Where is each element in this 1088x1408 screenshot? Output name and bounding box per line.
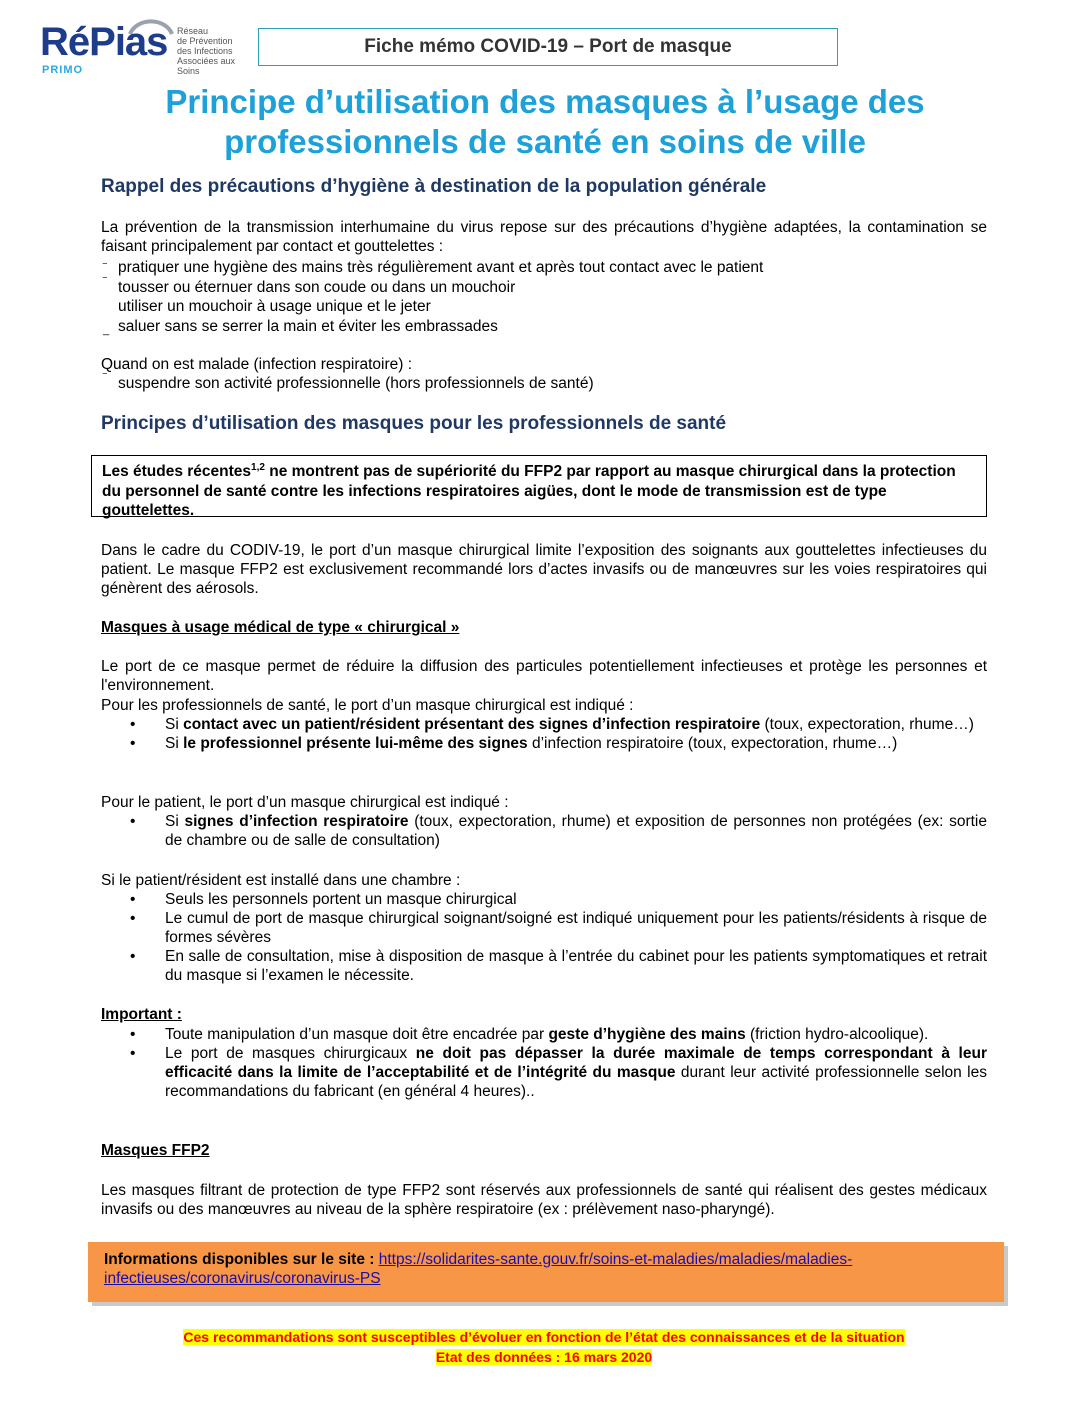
logo-primo: PRIMO <box>42 64 84 76</box>
repias-logo <box>40 14 250 78</box>
patient-intro: Pour le patient, le port d’un masque chirurgical est indiqué : <box>101 794 509 811</box>
memo-title: Fiche mémo COVID-19 – Port de masque <box>364 36 732 57</box>
info-box <box>88 1242 1004 1302</box>
info-label: Informations disponibles sur le site : <box>104 1251 379 1268</box>
ffp2-text: Les masques filtrant de protection de type FFP2 sont réservés aux professionnels de santé qui réalisent des gestes médicaux invasifs ou des manœuvres au niveau de la sphère respiratoire (ex : prélèvement naso-pharyngé). <box>101 1182 987 1218</box>
professional-list <box>130 715 987 753</box>
section-heading-hygiene: Rappel des précautions d’hygiène à destination de la population générale <box>101 176 767 197</box>
hygiene-list <box>101 258 763 336</box>
ffp2-heading: Masques FFP2 <box>101 1142 210 1159</box>
footer-disclaimer: Ces recommandations sont susceptibles d’évoluer en fonction de l’état des connaissances et de la situation <box>183 1329 905 1345</box>
page-title: Principe d’utilisation des masques à l’usage des professionnels de santé en soins de ville <box>165 83 925 160</box>
list-item: utiliser un mouchoir à usage unique et le jeter <box>118 298 431 315</box>
list-item: ‾ suspendre son activité professionnelle (hors professionnels de santé) <box>103 373 594 392</box>
room-intro: Si le patient/résident est installé dans une chambre : <box>101 872 461 889</box>
list-item: • Si le professionnel présente lui-même des signes d’infection respiratoire (toux, expectoration, rhume…) <box>130 735 898 752</box>
info-link[interactable]: https://solidarites-sante.gouv.fr/soins-et-maladies/maladies/maladies-infectieuses/coronavirus/coronavirus-PS <box>104 1251 853 1287</box>
list-item: • Le port de masques chirurgicaux ne doit pas dépasser la durée maximale de temps correspondant à leur efficacité dans la limite de l’acceptabilité et de l’intégrité du masque durant leur activité professionnelle selon les recommandations du fabricant (en général 4 heures).. <box>130 1045 987 1100</box>
surgical-p2: Pour les professionnels de santé, le port d’un masque chirurgical est indiqué : <box>101 697 634 714</box>
list-item: • En salle de consultation, mise à disposition de masque à l’entrée du cabinet pour les patients symptomatiques et retrait du masque si l’examen le nécessite. <box>130 948 987 984</box>
section-heading-masks: Principes d’utilisation des masques pour les professionnels de santé <box>101 413 727 434</box>
sick-intro: Quand on est malade (infection respiratoire) : <box>101 356 413 373</box>
list-item: • Si contact avec un patient/résident présentant des signes d’infection respiratoire (toux, expectoration, rhume…) <box>130 716 974 733</box>
sick-list <box>101 374 594 394</box>
surgical-p1: Le port de ce masque permet de réduire la diffusion des particules potentiellement infectieuses et protège les personnes et l'environnement. <box>101 658 987 694</box>
list-item: • Toute manipulation d’un masque doit être encadrée par geste d’hygiène des mains (friction hydro-alcoolique). <box>130 1026 929 1043</box>
list-item: • Si signes d’infection respiratoire (toux, expectoration, rhume) et exposition de personnes non protégées (ex: sortie de chambre ou de salle de consultation) <box>130 813 987 849</box>
room-list <box>130 890 987 985</box>
memo-title-box <box>258 28 838 66</box>
list-item: • Seuls les personnels portent un masque chirurgical <box>130 891 517 908</box>
hygiene-intro: La prévention de la transmission interhumaine du virus repose sur des précautions d’hygiène adaptées, la contamination se faisant principalement par contact et gouttelettes : <box>101 219 987 255</box>
list-item: ‾ pratiquer une hygiène des mains très régulièrement avant et après tout contact avec le patient <box>103 259 764 276</box>
patient-list <box>130 812 987 850</box>
logo-subtitle: Réseau de Prévention des Infections Associées aux Soins <box>177 26 236 76</box>
studies-callout: Les études récentes$^{1,2}$ ne montrent pas de supériorité du FFP2 par rapport au masque chirurgical dans la protection du personnel de santé contre les infections respiratoires aigües, dont le mode de transmission est de type gouttelettes. <box>91 455 987 517</box>
covid-context: Dans le cadre du CODIV-19, le port d’un masque chirurgical limite l’exposition des soignants aux gouttelettes infectieuses du patient. Le masque FFP2 est exclusivement recommandé lors d’actes invasifs ou de manœuvres sur les voies respiratoires qui génèrent des aérosols. <box>101 542 987 597</box>
important-heading: Important : <box>101 1006 182 1023</box>
footer-date: Etat des données : 16 mars 2020 <box>435 1349 653 1365</box>
important-list <box>130 1025 987 1101</box>
list-item: • Le cumul de port de masque chirurgical soignant/soigné est indiqué uniquement pour les patients/résidents à risque de formes sévères <box>130 910 987 946</box>
list-item: ‾ tousser ou éternuer dans son coude ou dans un mouchoir <box>103 276 516 296</box>
logo-brand: RéPias <box>40 20 168 64</box>
list-item: _ saluer sans se serrer la main et éviter les embrassades <box>103 317 498 336</box>
surgical-heading: Masques à usage médical de type « chirurgical » <box>101 619 460 636</box>
